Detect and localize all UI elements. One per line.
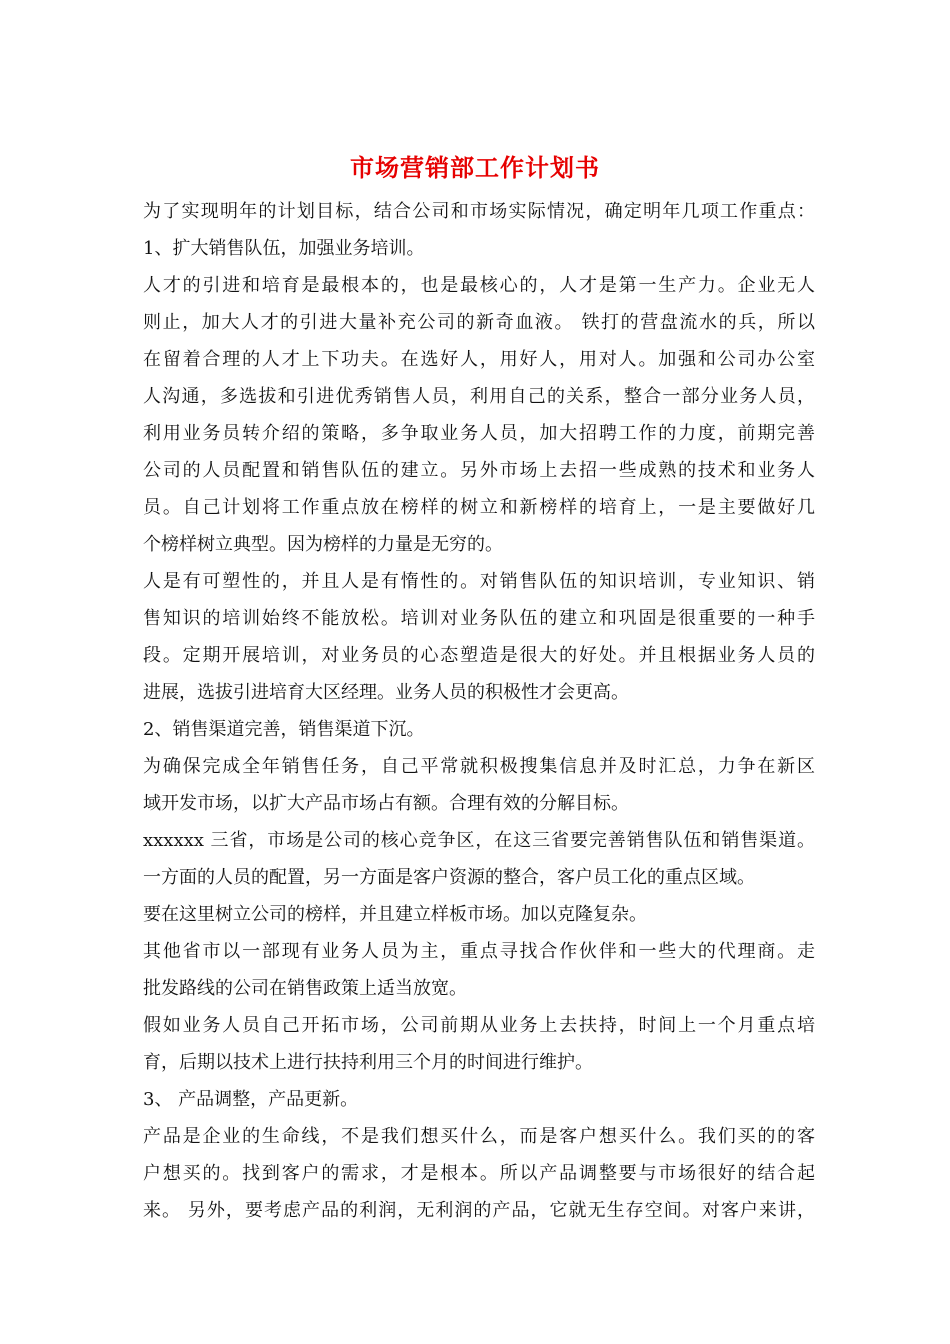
body-line: 来。 另外，要考虑产品的利润，无利润的产品，它就无生存空间。对客户来讲， — [143, 1200, 815, 1221]
body-line: 售知识的培训始终不能放松。培训对业务队伍的建立和巩固是很重要的一种手 — [143, 608, 815, 629]
body-line: 个榜样树立典型。因为榜样的力量是无穷的。 — [143, 534, 503, 555]
body-line: 利用业务员转介绍的策略，多争取业务人员，加大招聘工作的力度，前期完善 — [143, 423, 815, 444]
body-line: 假如业务人员自己开拓市场，公司前期从业务上去扶持，时间上一个月重点培 — [143, 1015, 815, 1036]
body-line: 户想买的。找到客户的需求，才是根本。所以产品调整要与市场很好的结合起 — [143, 1163, 815, 1184]
body-line: 为确保完成全年销售任务，自己平常就积极搜集信息并及时汇总，力争在新区 — [143, 756, 815, 777]
body-line: 其他省市以一部现有业务人员为主，重点寻找合作伙伴和一些大的代理商。走 — [143, 941, 815, 962]
body-line: 育，后期以技术上进行扶持利用三个月的时间进行维护。 — [143, 1052, 593, 1073]
body-line: 为了实现明年的计划目标，结合公司和市场实际情况，确定明年几项工作重点： — [143, 201, 815, 222]
document-title: 市场营销部工作计划书 — [350, 153, 600, 182]
document-body — [143, 193, 815, 1229]
body-line: 人沟通，多选拔和引进优秀销售人员，利用自己的关系，整合一部分业务人员， — [143, 386, 815, 407]
body-line: 进展，选拔引进培育大区经理。业务人员的积极性才会更高。 — [143, 682, 629, 703]
section-heading-1: 1、扩大销售队伍，加强业务培训。 — [143, 238, 425, 259]
body-line: 在留着合理的人才上下功夫。在选好人，用好人，用对人。加强和公司办公室 — [143, 349, 815, 370]
body-line: 公司的人员配置和销售队伍的建立。另外市场上去招一些成熟的技术和业务人 — [143, 460, 815, 481]
body-line: 要在这里树立公司的榜样，并且建立样板市场。加以克隆复杂。 — [143, 904, 647, 925]
body-line: 员。自己计划将工作重点放在榜样的树立和新榜样的培育上，一是主要做好几 — [143, 497, 815, 518]
section-heading-3: 3、 产品调整，产品更新。 — [143, 1089, 359, 1110]
body-line: 人是有可塑性的，并且人是有惰性的。对销售队伍的知识培训，专业知识、销 — [143, 571, 815, 592]
body-line: 人才的引进和培育是最根本的，也是最核心的，人才是第一生产力。企业无人 — [143, 275, 815, 296]
body-line: 一方面的人员的配置，另一方面是客户资源的整合，客户员工化的重点区域。 — [143, 867, 755, 888]
body-line: 产品是企业的生命线，不是我们想买什么，而是客户想买什么。我们买的的客 — [143, 1126, 815, 1147]
body-line: 段。定期开展培训，对业务员的心态塑造是很大的好处。并且根据业务人员的 — [143, 645, 815, 666]
body-line: 则止，加大人才的引进大量补充公司的新奇血液。 铁打的营盘流水的兵，所以 — [143, 312, 815, 333]
body-line: 批发路线的公司在销售政策上适当放宽。 — [143, 978, 467, 999]
body-line: xxxxxx 三省，市场是公司的核心竞争区，在这三省要完善销售队伍和销售渠道。 — [143, 830, 815, 851]
section-heading-2: 2、销售渠道完善，销售渠道下沉。 — [143, 719, 425, 740]
body-line: 域开发市场，以扩大产品市场占有额。合理有效的分解目标。 — [143, 793, 629, 814]
